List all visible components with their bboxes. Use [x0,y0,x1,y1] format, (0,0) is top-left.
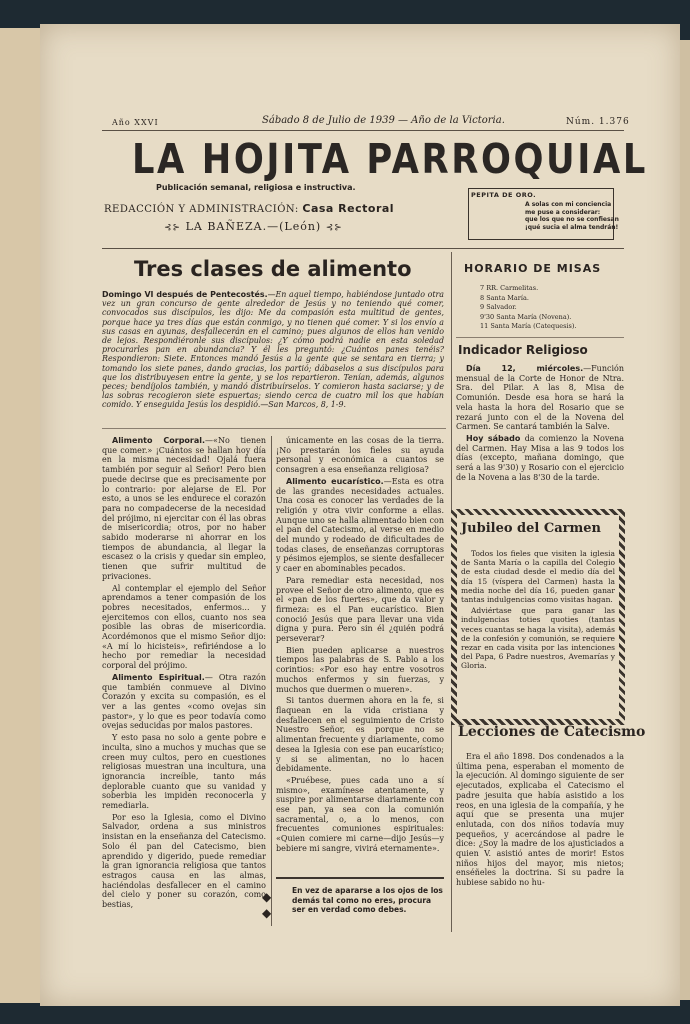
horario-rule [456,337,624,338]
paragraph [102,436,266,582]
column-divider [271,436,272,926]
mass-time-item: 8 Santa María. [480,293,529,302]
paragraph [102,733,266,811]
masthead-rule [102,248,624,249]
year-label: Año XXVI [112,118,159,127]
left-column [102,436,266,912]
paragraph-text: —«No tienen que comer.» ¡Cuántos se hallan hoy día en la misma necesidad! Ojalá fuera también por seguir al Señor! Pero bien puede decirse que es precisamente por lo contrario: por alejarse de El. Por esto, a unos se les endurece el corazón para no compadecerse de la necesidad del prójimo, ni ejercitar con él las obras de misericordia; otros, por no haber sabido moderarse ni ahorrar en los tiempos de abundancia, al llegar la escasez o la crisis y quedar sin empleo, tienen que sufrir multitud de privaciones. [102,436,266,581]
gospel-text: —En aquel tiempo, habiéndose juntado otra vez un gran concurso de gente alrededor de Jesús y no teniendo qué comer, convocados sus discípulos, les dijo: Me da compasión esta multitud de gentes, porque hace ya tres días que están conmigo, y no tienen qué comer. Y si los envío a sus casas en ayunas, desfallecerán en el camino; pues algunos de ellos han venido de lejos. Respondiéronle sus discípulos: ¿Y cómo podrá nadie en esta soledad procurarles pan en abundancia? Y él les preguntó: ¿Cuántos panes tenéis? Respondieron: Siete. Entonces mandó Jesús a la gente que se sentara en tierra; y tomando los siete panes, dando gracias, los partió; dábaselos a sus discípulos para que los distribuyesen entre la gente, y se los repartieron. Tenían, además, algunos peces; bendíjolos también, y mandó distribuírselos. Y comieron hasta saciarse; y de las sobras recogieron siete espuertas; siendo cerca de cuatro mil los que habían comido. Y enseguida Jesús los despidió.—San Marcos, 8, 1-9. [102,290,444,410]
paragraph-label: Día 12, miércoles. [466,364,584,373]
paragraph-text: Era el año 1898. Dos condenados a la última pena, esperaban el momento de la ejecución. Al domingo siguiente de ser ejecutados, explicaba el Catecismo el padre jesuita que había asistido a los reos, en una iglesia de la compañía, y he aquí que se presenta una mujer enlutada, con dos niños todavía muy pequeños, y acercándose al padre le dice: ¿Soy la madre de los ajusticiados a quien V. asistió antes de morir! Estos niños hijos del mayor, mis nietos; enséñeles la doctrina. Si su padre la hubiese sabido no hu- [456,752,624,888]
paragraph-label: Alimento eucarístico. [286,476,384,486]
city-line [164,220,343,233]
pepita-title: PEPITA DE ORO. [471,191,537,199]
maxim-rule [276,877,444,879]
paragraph [276,477,444,574]
paragraph [102,584,266,671]
paragraph [102,673,266,731]
indicador-column [456,364,624,484]
paragraph-text: Para remediar esta necesidad, nos provee el Señor de otro alimento, que es el «pan de los fuertes», que da valor y firmeza: es el Pan eucarístico. Bien conoció Jesús que para llevar una vida digna y pura. Pero sin él ¿quién podrá perseverar? [276,575,444,644]
admin-label: REDACCIÓN Y ADMINISTRACIÓN: [104,204,299,215]
issue-number: Núm. 1.376 [566,117,630,127]
pepita-line: me puse a considerar: [525,208,601,216]
paragraph [461,606,615,670]
jubileo-title: Jubileo del Carmen [461,521,601,536]
paragraph-text: Y esto pasa no solo a gente pobre e inculta, sino a muchos y muchas que se creen muy cultos, pero en cuestiones religiosas muestran una incultura, una ignorancia increíble, tanto más deplorable cuanto que su vanidad y soberbia les impiden reconocerla y remediarla. [102,733,266,811]
paragraph [276,646,444,695]
left-ornament-icon: ⊰⊱ [164,223,182,233]
paragraph-text: da comienzo la Novena del Carmen. Hay Misa a las 9 todos los días (excepto, mañana domingo, que será a las 9'30) y Rosario con el ejercicio de la Novena a las 8'30 de la tarde. [456,433,625,482]
underlying-page-edge [0,28,41,1003]
masthead-title: LA HOJITA PARROQUIAL [132,135,648,183]
pepita-line: ¡qué sucia el alma tendrán! [525,223,619,231]
mass-time-item: 11 Santa María (Catequesis). [480,322,577,330]
diamond-icon: ◆ [262,890,272,904]
diamond-icon: ◆ [262,906,272,920]
paragraph-text: Si tantos duermen ahora en la fe, si flaquean en la vida cristiana y desfallecen en el seguimiento de Cristo Nuestro Señor, es porque no se alimentan frecuente y diariamente, como desea la Iglesia con ese pan eucarístico; y si se alimentan, no lo hacen debidamente. [276,696,444,774]
right-ornament-icon: ⊰⊱ [325,223,343,233]
paragraph [276,576,444,644]
paragraph [276,696,444,774]
indicador-title: Indicador Religioso [458,343,588,357]
city-label: LA BAÑEZA.—(León) [185,220,322,233]
maxim-text: En vez de apararse a los ojos de los demás tal como no eres, procura ser en verdad como debes. [292,886,443,914]
article-title: Tres clases de alimento [134,257,412,281]
paragraph [461,549,615,604]
pepita-verse [525,201,619,231]
admin-value: Casa Rectoral [302,202,395,215]
paragraph [456,364,624,432]
lecciones-column [456,752,624,890]
paragraph-text: —Esta es otra de las grandes necesidades actuales. Una cosa es conocer las verdades de la religión y otra vivir conforme a ellas. Aunque uno se halla alimentado bien con el pan del Catecismo, al verse en medio del mundo y rodeado de dificultades de todas clases, de enseñanzas corruptoras y pésimos ejemplos, se siente desfallecer y caer en abominables pecados. [276,476,444,574]
paragraph-label: Alimento Corporal. [112,436,206,445]
jubileo-body [461,549,615,673]
admin-line [104,202,394,215]
newspaper-page [40,24,680,1006]
paragraph-text: — Otra razón que también conmueve al Divino Corazón y excita su compasión, es el ver a las gentes «como ovejas sin pastor», y lo que es peor todavía como ovejas seducidas por malos pastores. [102,672,267,731]
top-rule [102,130,624,131]
horario-title: HORARIO DE MISAS [464,262,602,275]
paragraph-text: Adviértase que para ganar las indulgencias toties quoties (tantas veces cuantas se haga la visita), además de la confesión y comunión, se requiere rezar en cada visita por las intenciones del Papa, 6 Padre nuestros, Avemarías y Gloria. [461,606,615,671]
paragraph [276,436,444,475]
masthead-subtitle: Publicación semanal, religiosa e instructiva. [156,183,356,192]
mass-time-item: 9'30 Santa María (Novena). [480,312,572,321]
paragraph [456,752,624,888]
mass-time-item: 7 RR. Carmelitas. [480,284,539,292]
paragraph-text: Al contemplar el ejemplo del Señor aprendamos a tener compasión de los pobres necesitados, enfermos... y ejercitemos con ellos, cuanto nos sea posible las obras de misericordia. Acordémonos que el mismo Señor dijo: «A mí lo hicisteis», refiriéndose a lo hecho por remediar la necesidad corporal del prójimo. [102,583,266,671]
paragraph-text: Por eso la Iglesia, como el Divino Salvador, ordena a sus ministros insistan en la enseñanza del Catecismo. Solo él pan del Catecismo, bien aprendido y digerido, puede remediar la gran ignorancia religiosa que tantos estragos causa en las almas, haciéndolas desfallecer en el camino del cielo y poner su corazón, como bestias, [102,812,266,910]
paragraph-text: Todos los fieles que visiten la iglesia de Santa María o la capilla del Colegio de esta ciudad desde el medio día del día 15 (víspera del Carmen) hasta la media noche del día 16, pueden ganar tantas indulgencias como visitas hagan. [461,549,615,605]
pepita-line: que los que no se confiesan [525,216,619,223]
issue-date: Sábado 8 de Julio de 1939 — Año de la Victoria. [262,115,505,126]
gospel-paragraph [102,290,444,410]
jubileo-box [451,509,625,725]
pepita-box [468,188,619,240]
paragraph [102,813,266,910]
paragraph [276,776,444,854]
mass-time-item: 9 Salvador. [480,303,517,311]
horario-list [480,284,576,332]
paragraph-text: «Pruébese, pues cada uno a sí mismo», examínese atentamente, y suspire por alimentarse diariamente con ese pan, ya sea con la comunión sacramental, o, a lo menos, con frecuentes comuniones espirituales: «Quien comiere mi carne—dijo Jesús—y bebiere mi sangre, vivirá eternamente». [276,775,444,853]
paragraph-label: Alimento Espiritual. [112,672,205,682]
gospel-label: Domingo VI después de Pentecostés. [102,290,268,299]
paragraph-text: Bien pueden aplicarse a nuestros tiempos las palabras de S. Pablo a los corintios: «Por eso hay entre vosotros muchos enfermos y sin fuerzas, y muchos que duermen o mueren». [276,645,444,694]
paragraph-text: únicamente en las cosas de la tierra. ¡No prestarán los fieles su ayuda personal y económica a cuantos se consagren a esa enseñanza religiosa? [276,436,444,475]
middle-column [276,436,444,856]
pepita-line: A solas con mi conciencia [525,201,612,208]
paragraph [456,434,624,483]
paragraph-text: —Función mensual de la Corte de Honor de Ntra. Sra. del Pilar. A las 8, Misa de Comunión. Desde esa hora se hará la vela hasta la hora del Rosario que se rezará junto con el de la Novena del Carmen. Se cantará también la Salve. [456,364,624,432]
gospel-rule [102,428,446,429]
lecciones-title: Lecciones de Catecismo [458,724,646,740]
paragraph-label: Hoy sábado [466,433,521,443]
